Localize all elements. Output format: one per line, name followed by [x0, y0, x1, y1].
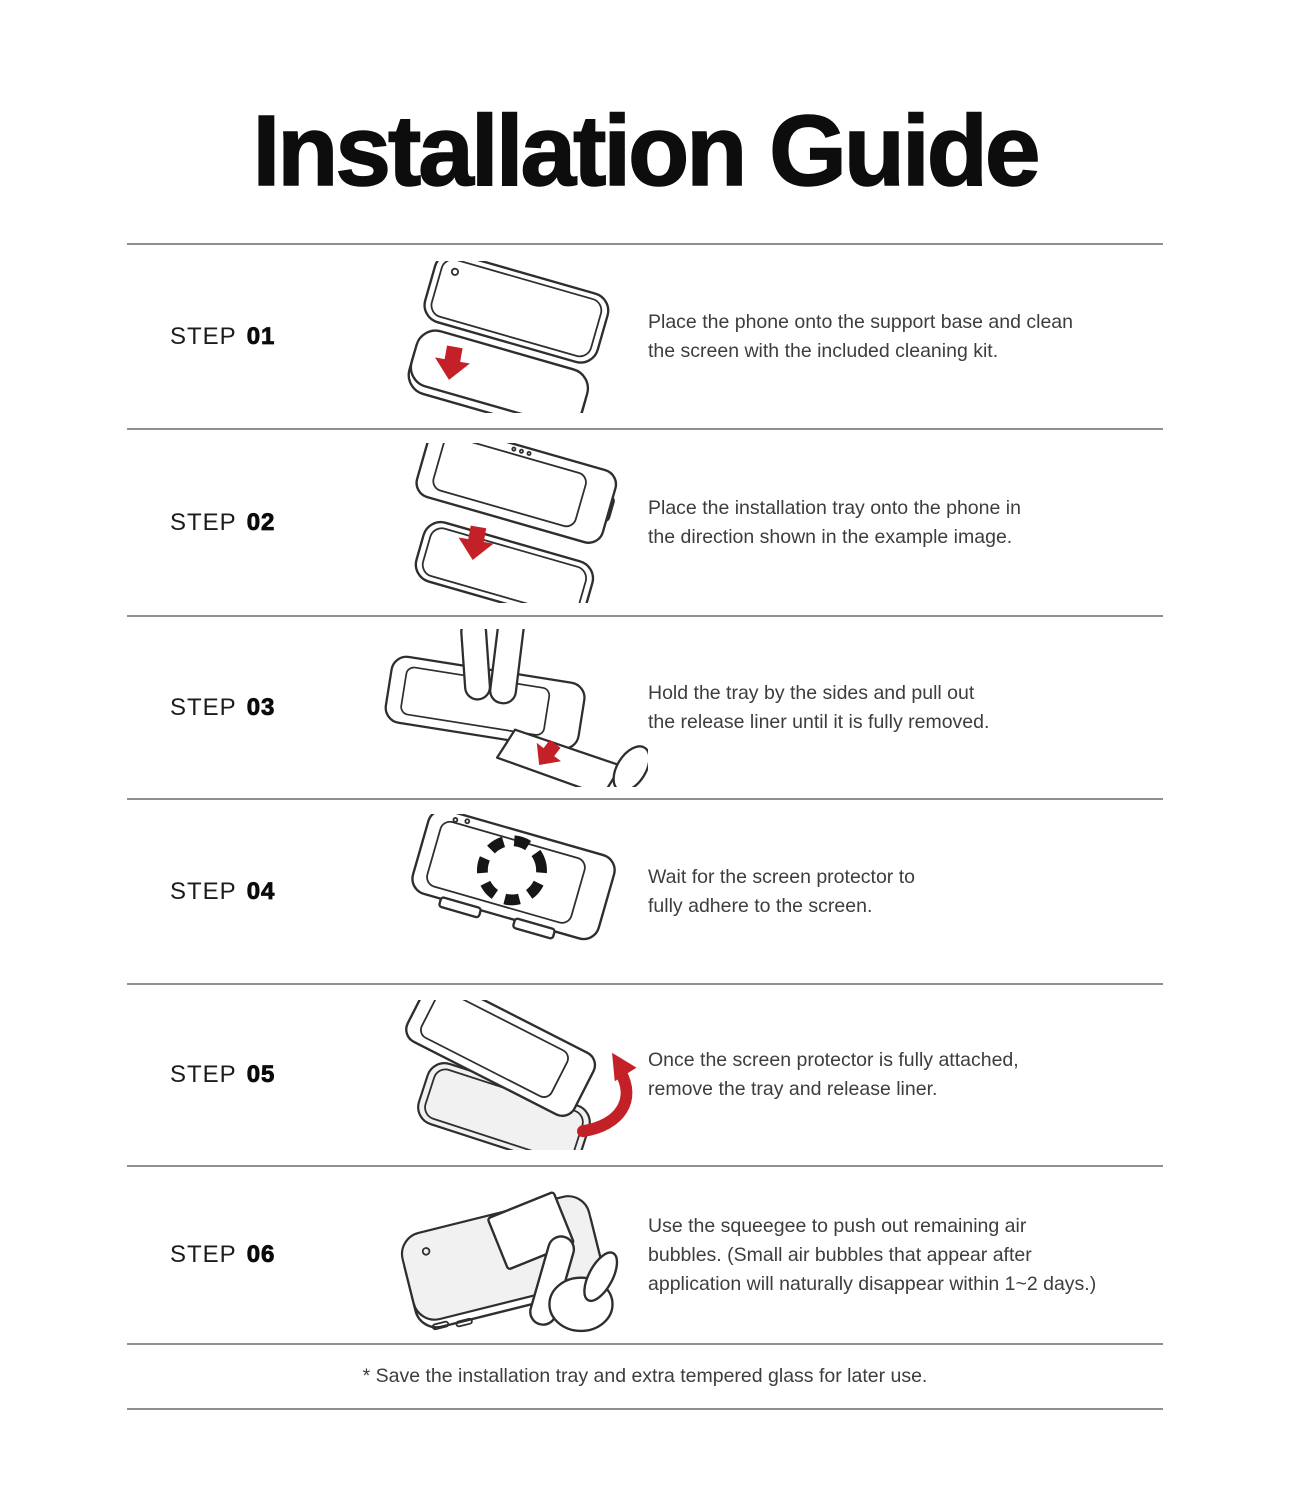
step-number: 04: [246, 877, 276, 905]
step-row-01: [127, 245, 1163, 430]
step-02-description: [648, 494, 1163, 552]
step-description-line: Once the screen protector is fully attached,: [648, 1049, 1019, 1071]
step-word: STEP: [170, 1061, 237, 1088]
footer-note: * Save the installation tray and extra tempered glass for later use.: [362, 1365, 928, 1387]
step-number: 02: [246, 508, 276, 536]
title-block: [0, 0, 1290, 243]
step-03-description: [648, 679, 1163, 737]
step-word: STEP: [170, 693, 237, 721]
step-word: STEP: [170, 508, 237, 536]
page-title: Installation Guide: [252, 95, 1038, 207]
step-number: 01: [246, 322, 276, 350]
step-row-02: [127, 430, 1163, 617]
tray-onto-phone-icon: [372, 443, 648, 603]
step-description-line: Place the installation tray onto the phone in: [648, 496, 1021, 519]
step-03-label: [127, 694, 372, 722]
step-description-line: bubbles. (Small air bubbles that appear after: [648, 1243, 1032, 1266]
pull-release-liner-icon: [372, 629, 648, 787]
step-description-line: remove the tray and release liner.: [648, 1078, 938, 1100]
step-01-description: [648, 308, 1163, 366]
step-row-04: [127, 800, 1163, 985]
steps-list: [127, 243, 1163, 1345]
step-word: STEP: [170, 877, 237, 905]
step-05-label: [127, 1061, 372, 1089]
step-06-illustration: [372, 1177, 648, 1333]
step-02-label: [127, 509, 372, 537]
step-row-03: [127, 617, 1163, 800]
step-04-illustration: [372, 814, 648, 970]
remove-tray-icon: [372, 1000, 648, 1150]
step-description-line: Use the squeegee to push out remaining air: [648, 1214, 1027, 1237]
footer-note-row: [127, 1345, 1163, 1410]
step-row-05: [127, 985, 1163, 1167]
step-description-line: fully adhere to the screen.: [648, 894, 873, 917]
step-description-line: application will naturally disappear within 1~2 days.): [648, 1272, 1097, 1295]
step-description-line: the screen with the included cleaning kit.: [648, 339, 999, 362]
step-02-illustration: [372, 443, 648, 603]
step-description-line: the direction shown in the example image.: [648, 525, 1013, 548]
step-01-illustration: [372, 261, 648, 413]
step-03-illustration: [372, 629, 648, 787]
step-description-line: the release liner until it is fully removed.: [648, 710, 990, 733]
step-06-label: [127, 1241, 372, 1269]
step-description-line: Place the phone onto the support base and clean: [648, 310, 1073, 333]
step-number: 06: [246, 1241, 276, 1268]
step-04-description: [648, 863, 1163, 921]
step-05-illustration: [372, 1000, 648, 1150]
step-description-line: Hold the tray by the sides and pull out: [648, 681, 975, 704]
step-row-06: [127, 1167, 1163, 1345]
step-01-label: [127, 323, 372, 351]
step-word: STEP: [170, 1241, 237, 1268]
step-description-line: Wait for the screen protector to: [648, 865, 915, 888]
step-04-label: [127, 878, 372, 906]
step-05-description: [648, 1046, 1163, 1104]
wait-adhere-icon: [372, 814, 648, 970]
step-number: 05: [246, 1061, 276, 1088]
phone-onto-base-icon: [372, 261, 648, 413]
step-word: STEP: [170, 322, 237, 350]
step-06-description: [648, 1212, 1163, 1299]
step-number: 03: [246, 693, 276, 721]
squeegee-icon: [372, 1177, 648, 1333]
